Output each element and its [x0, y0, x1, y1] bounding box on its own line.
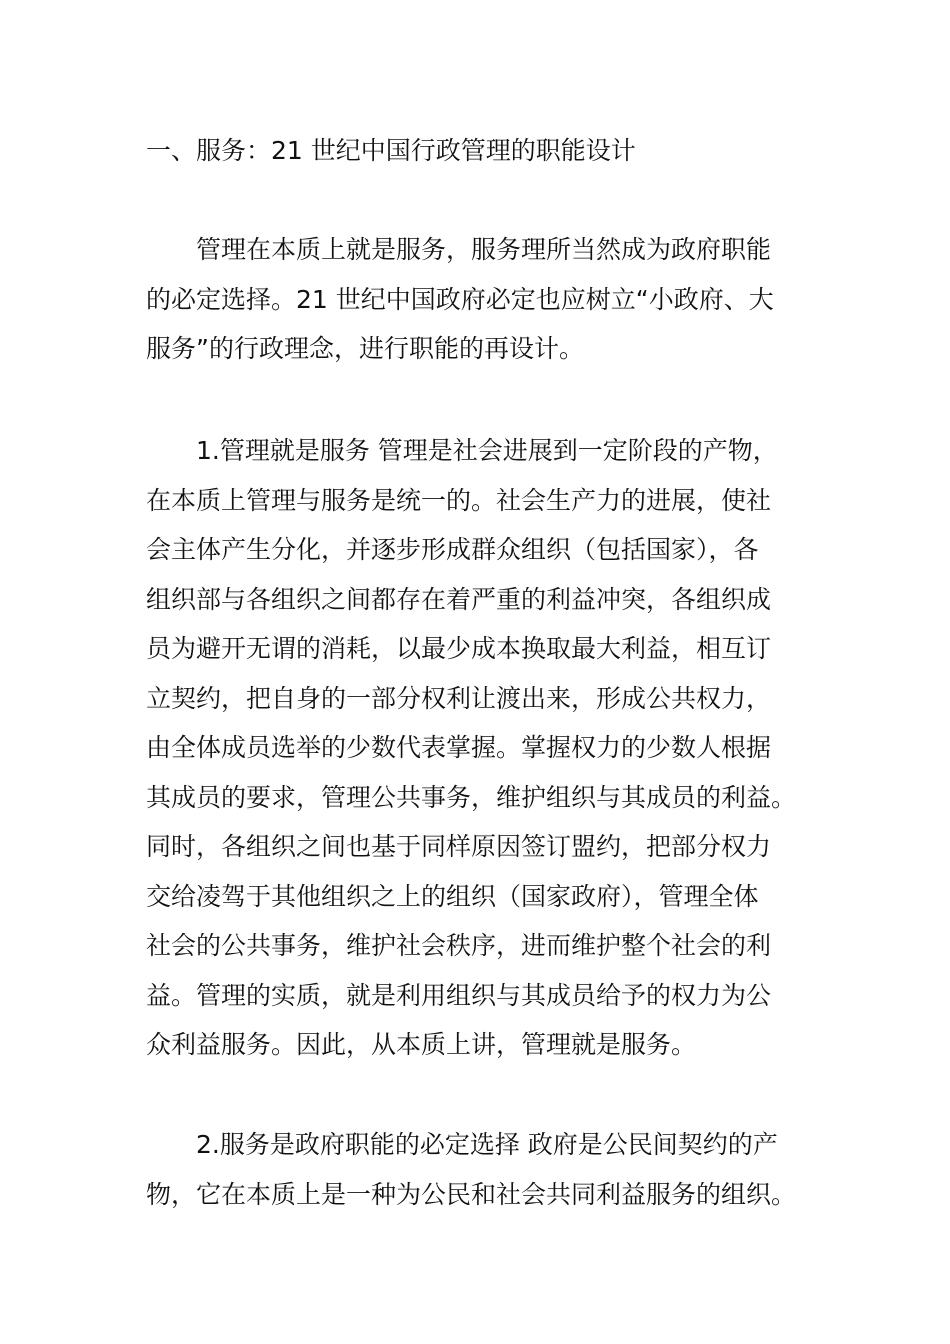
paragraph-line: 在本质上管理与服务是统一的。社会生产力的进展，使社	[146, 485, 772, 515]
paragraph-line: 益。管理的实质，就是利用组织与其成员给予的权力为公	[146, 980, 772, 1010]
paragraph-line: 同时，各组织之间也基于同样原因签订盟约，把部分权力	[146, 832, 772, 861]
paragraph-line: 管理在本质上就是服务，服务理所当然成为政府职能	[196, 235, 772, 264]
paragraph-line: 会主体产生分化，并逐步形成群众组织（包括国家），各	[146, 535, 759, 564]
paragraph-line: 交给凌驾于其他组织之上的组织（国家政府），管理全体	[146, 881, 759, 911]
paragraph-line: 1.管理就是服务 管理是社会进展到一定阶段的产物，	[196, 436, 778, 465]
paragraph-management-is-service	[146, 426, 806, 1070]
paragraph-line: 其成员的要求，管理公共事务，维护组织与其成员的利益。	[146, 782, 797, 812]
paragraph-service-intro	[146, 225, 806, 374]
paragraph-line: 立契约，把自身的一部分权利让渡出来，形成公共权力，	[146, 683, 772, 713]
paragraph-line: 物，它在本质上是一种为公民和社会共同利益服务的组织。	[146, 1179, 797, 1209]
section-heading: 一、服务：21 世纪中国行政管理的职能设计	[146, 136, 636, 165]
paragraph-line: 2.服务是政府职能的必定选择 政府是公民间契约的产	[196, 1130, 778, 1159]
paragraph-line: 社会的公共事务，维护社会秩序，进而维护整个社会的利	[146, 931, 772, 960]
paragraph-line: 众利益服务。因此，从本质上讲，管理就是服务。	[146, 1030, 697, 1059]
paragraph-line: 的必定选择。21 世纪中国政府必定也应树立“小政府、大	[146, 284, 774, 314]
paragraph-line: 由全体成员选举的少数代表掌握。掌握权力的少数人根据	[146, 733, 772, 762]
paragraph-line: 组织部与各组织之间都存在着严重的利益冲突，各组织成	[146, 584, 772, 614]
paragraph-service-is-government-function	[146, 1120, 806, 1219]
paragraph-line: 员为避开无谓的消耗，以最少成本换取最大利益，相互订	[146, 634, 772, 663]
paragraph-line: 服务”的行政理念，进行职能的再设计。	[146, 334, 584, 363]
